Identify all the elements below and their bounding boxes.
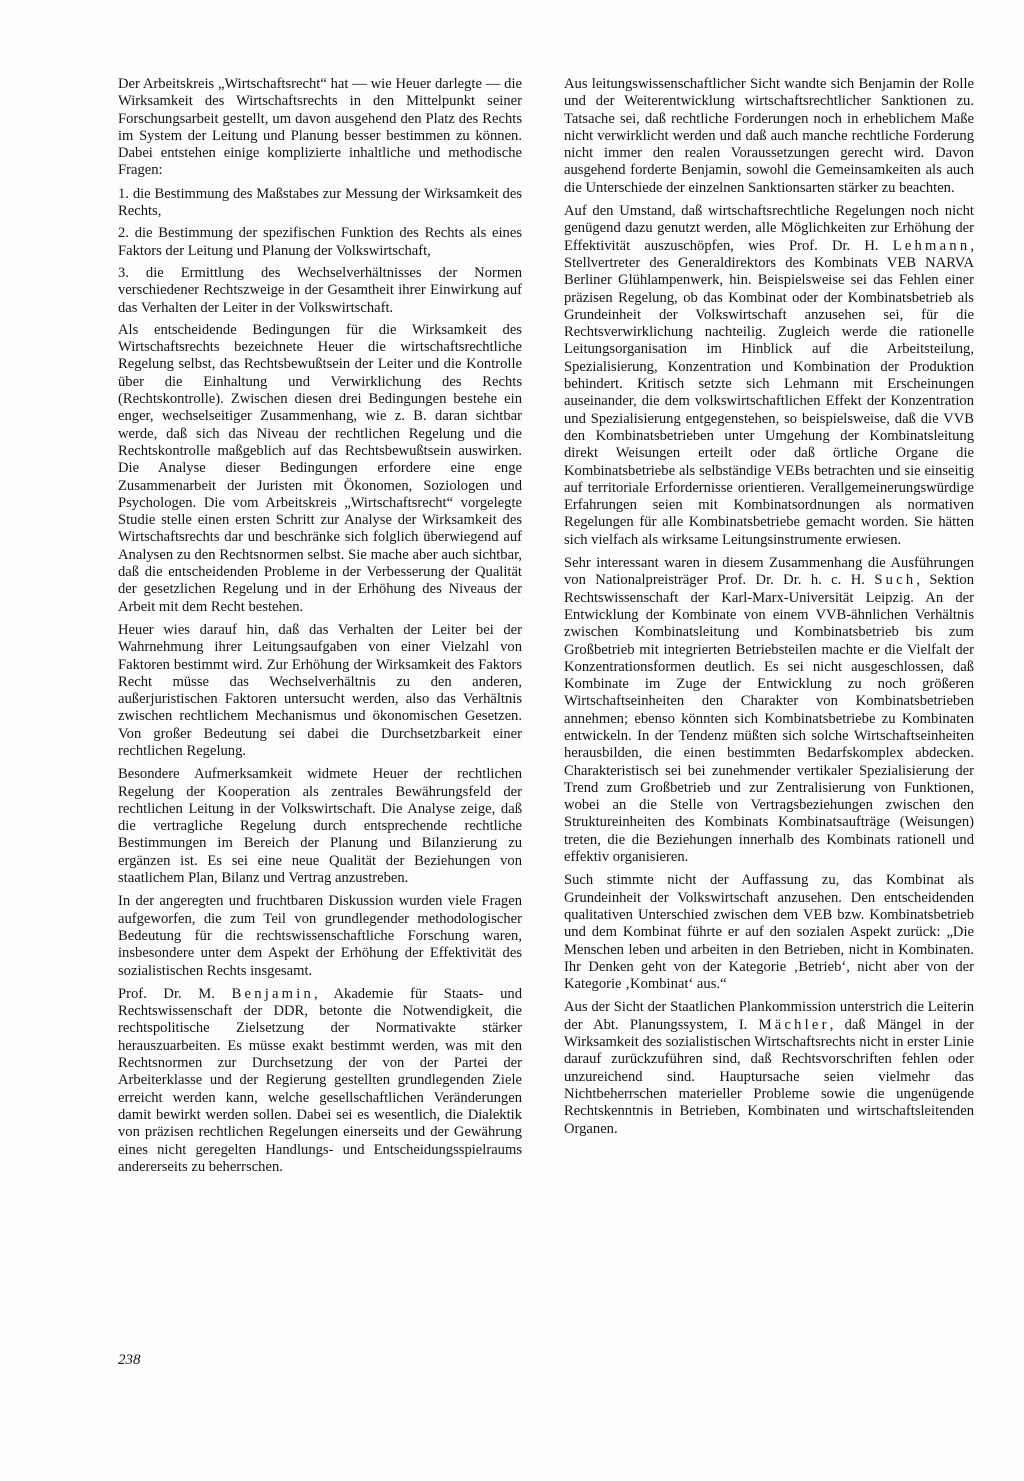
left-column (118, 76, 522, 1182)
maechler-intro: Aus der Sicht der Staatlichen Plankommission unterstrich die Leiterin der Abt. Planungssystem, I. (564, 999, 974, 1033)
paragraph-discussion: In der angeregten und fruchtbaren Diskussion wurden viele Fragen aufgeworfen, die zum Teil von grundlegender methodologischer Bedeutung für die rechtswissenschaftliche Forschung waren, insbesondere unter dem Aspekt der Erhöhung der Effektivität des sozialistischen Rechts insgesamt. (118, 893, 522, 979)
benjamin-prefix: Prof. Dr. M. (118, 985, 232, 1002)
paragraph-lehmann (564, 203, 974, 549)
page-number: 238 (118, 1352, 141, 1368)
benjamin-text: , Akademie für Staats- und Rechtswissenschaft der DDR, betonte die Notwendigkeit, die rechtspolitische Zielsetzung der Normativakte stärker herauszuarbeiten. Es müsse exakt bestimmt werden, was mit den Rechtsnormen zur Durchsetzung der von der Partei der Arbeiterklasse und der Regierung gestellten grundlegenden Ziele erreicht werden kann, welche gesellschaftlichen Veränderungen damit bewirkt werden sollen. Dabei sei es wesentlich, die Dialektik von präzisen rechtlichen Regelungen einerseits und der Gewährung eines nicht geregelten Handlungs- und Entscheidungsspielraums andererseits zu beherrschen. (118, 985, 522, 1175)
paragraph-such (564, 555, 974, 866)
paragraph-conditions: Als entscheidende Bedingungen für die Wirksamkeit des Wirtschaftsrechts bezeichnete Heuer die wirtschaftsrechtliche Regelung selbst, das Rechtsbewußtsein der Leiter und die Kontrolle über die Einhaltung und Verwirklichung des Rechts (Rechtskontrolle). Zwischen diesen drei Bedingungen bestehe ein enger, wechselseitiger Zusammenhang, wie z. B. daran sichtbar werde, daß sich das Niveau der rechtlichen Regelung und die Rechtskontrolle maßgeblich auf das Rechtsbewußtsein auswirken. Die Analyse dieser Bedingungen erfordere eine enge Zusammenarbeit der Juristen mit Ökonomen, Soziologen und Psychologen. Die vom Arbeitskreis „Wirtschaftsrecht“ vorgelegte Studie stelle einen ersten Schritt zur Analyse der Wirksamkeit des Wirtschaftsrechts dar und beschränke sich folglich überwiegend auf Analysen zu den Rechtsnormen selbst. Sie mache aber auch sichtbar, daß die entscheidenden Probleme in der Verbesserung der Qualität der gesetzlichen Regelung und in der Erhöhung des Niveaus der Arbeit mit dem Recht bestehen. (118, 321, 522, 615)
list-item-1: 1. die Bestimmung des Maßstabes zur Messung der Wirksamkeit des Rechts, (118, 185, 522, 220)
lehmann-text: , Stellvertreter des Generaldirektors des Kombinats VEB NARVA Berliner Glühlampenwerk, hin. Beispielsweise sei das Fehlen einer präzisen Regelung, ob das Kombinat oder der Kombinatsbetrieb als Grundeinheit der Volkswirtschaft anzusehen sei, für die Rechtsverwirklichung nachteilig. Zugleich werde die rationelle Leitungsorganisation im Hinblick auf die Arbeitsteilung, Spezialisierung, Konzentration und Kombination der Produktion behindert. Kritisch setzte sich Lehmann mit Erscheinungen auseinander, die dem volkswirtschaftlichen Effekt der Konzentration und Spezialisierung entgegenstehen, so beispielsweise, daß die VVB den Kombinatsbetrieben unter Umgehung der Kombinatsleitung direkt Weisungen erteilt oder daß örtliche Organe die Kombinatsbetriebe als selbständige VEBs betrachten und sie einseitig auf territoriale Erfordernisse orientieren. Verallgemeinerungswürdige Erfahrungen seien mit Kombinatsordnungen als normativen Regelungen für alle Kombinatsbetriebe gemacht worden. Sie hätten sich vielfach als wirksame Leitungsinstrumente erwiesen. (564, 237, 974, 548)
paragraph-behavior: Heuer wies darauf hin, daß das Verhalten der Leiter bei der Wahrnehmung ihrer Leitungsaufgaben von einer Vielzahl von Faktoren bestimmt wird. Zur Erhöhung der Wirksamkeit des Faktors Recht müsse das Wechselverhältnis zu den anderen, außerjuristischen Faktoren untersucht werden, also das Verhältnis zwischen rechtlichem Mechanismus und ökonomischen Gesetzen. Von großer Bedeutung sei dabei die Durchsetzbarkeit einer rechtlichen Regelung. (118, 621, 522, 759)
maechler-text: , daß Mängel in der Wirksamkeit des sozialistischen Wirtschaftsrechts nicht in erster Linie darauf zurückzuführen sind, daß Rechtsvorschriften fehlen oder unzureichend sind. Hauptursache seien vielmehr das Nichtbeherrschen materieller Probleme sowie die ungenügende Rechtskenntnis in Betrieben, Kombinaten und wirtschaftsleitenden Organen. (564, 1016, 974, 1137)
list-item-3: 3. die Ermittlung des Wechselverhältnisses der Normen verschiedener Rechtszweige in der Gesamtheit ihrer Einwirkung auf das Verhalten der Leiter in der Volkswirtschaft. (118, 264, 522, 316)
right-column (564, 76, 974, 1144)
lehmann-intro: Auf den Umstand, daß wirtschaftsrechtliche Regelungen noch nicht genügend dazu genutzt werden, alle Möglichkeiten zur Erhöhung der Effektivität auszuschöpfen, wies Prof. Dr. H. (564, 203, 974, 254)
maechler-name: Mächler (758, 1016, 830, 1033)
list-item-2: 2. die Bestimmung der spezifischen Funktion des Rechts als eines Faktors der Leitung und Planung der Volkswirtschaft, (118, 225, 522, 259)
benjamin-name: Benjamin (231, 985, 315, 1002)
such-name: Such (874, 572, 917, 589)
paragraph-sanctions: Aus leitungswissenschaftlicher Sicht wandte sich Benjamin der Rolle und der Weiterentwicklung wirtschaftsrechtlicher Sanktionen zu. Tatsache sei, daß rechtliche Forderungen noch in erheblichem Maße nicht verwirklicht werden und daß auch manche rechtliche Forderung nicht immer den realen Voraussetzungen gerecht wird. Davon ausgehend forderte Benjamin, sowohl die Gemeinsamkeiten als auch die Unterschiede der einzelnen Sanktionsarten stärker zu beachten. (564, 76, 974, 196)
paragraph-benjamin (118, 986, 522, 1176)
lehmann-name: Lehmann (892, 237, 971, 254)
paragraph-maechler (564, 999, 974, 1137)
paragraph-such-opinion: Such stimmte nicht der Auffassung zu, das Kombinat als Grundeinheit der Volkswirtschaft anzusehen. Den entscheidenden qualitativen Unterschied zwischen dem VEB bzw. Kombinatsbetrieb und dem Kombinat führte er auf den sozialen Aspekt zurück: „Die Menschen leben und arbeiten in den Betrieben, nicht in Kombinaten. Ihr Denken geht von der Kategorie ‚Betrieb‘, nicht aber von der Kategorie ‚Kombinat‘ aus.“ (564, 872, 974, 993)
such-text: , Sektion Rechtswissenschaft der Karl-Marx-Universität Leipzig. An der Entwicklung der Kombinate von einem VVB-ähnlichen Verhältnis zwischen Kombinatsleitung und Kombinatsbetrieb bis zum Großbetrieb mit integrierten Betriebsteilen machte er die Vielfalt der Konzentrationsformen deutlich. Es sei nicht ausgeschlossen, daß Kombinate im Zuge der Entwicklung zu noch größeren Wirtschaftseinheiten den Charakter von Kombinatsbetrieben annehmen; ebenso könnten sich Kombinatsbetriebe zu Kombinaten entwickeln. In der Tendenz müßten sich solche Wirtschaftseinheiten herausbilden, die einen bestimmten Bedarfskomplex abdecken. Charakteristisch sei bei zunehmender vertikaler Spezialisierung der Trend zum Großbetrieb und zur Zentralisierung von Funktionen, wobei an die Stelle von Vertragsbeziehungen zwischen den Struktureinheiten des Kombinats Kombinatsaufträge (Weisungen) treten, die die Beziehungen innerhalb des Kombinats rationell und effektiv organisieren. (564, 572, 975, 866)
paragraph-intro: Der Arbeitskreis „Wirtschaftsrecht“ hat — wie Heuer darlegte — die Wirksamkeit des Wirtschaftsrechts in den Mittelpunkt seiner Forschungsarbeit gestellt, um davon ausgehend den Platz des Rechts im System der Leitung und Planung besser bestimmen zu können. Dabei entstehen einige komplizierte inhaltliche und methodische Fragen: (118, 76, 522, 179)
paragraph-cooperation: Besondere Aufmerksamkeit widmete Heuer der rechtlichen Regelung der Kooperation als zentrales Bewährungsfeld der rechtlichen Leitung in der Volkswirtschaft. Die Analyse zeige, daß die vertragliche Regelung durch entsprechende rechtliche Bestimmungen im Bereich der Planung und Bilanzierung zu ergänzen ist. Es sei eine neue Qualität der Beziehungen von staatlichem Plan, Bilanz und Vertrag anzustreben. (118, 766, 522, 887)
such-intro: Sehr interessant waren in diesem Zusammenhang die Ausführungen von Nationalpreisträger Prof. Dr. Dr. h. c. H. (564, 555, 974, 589)
